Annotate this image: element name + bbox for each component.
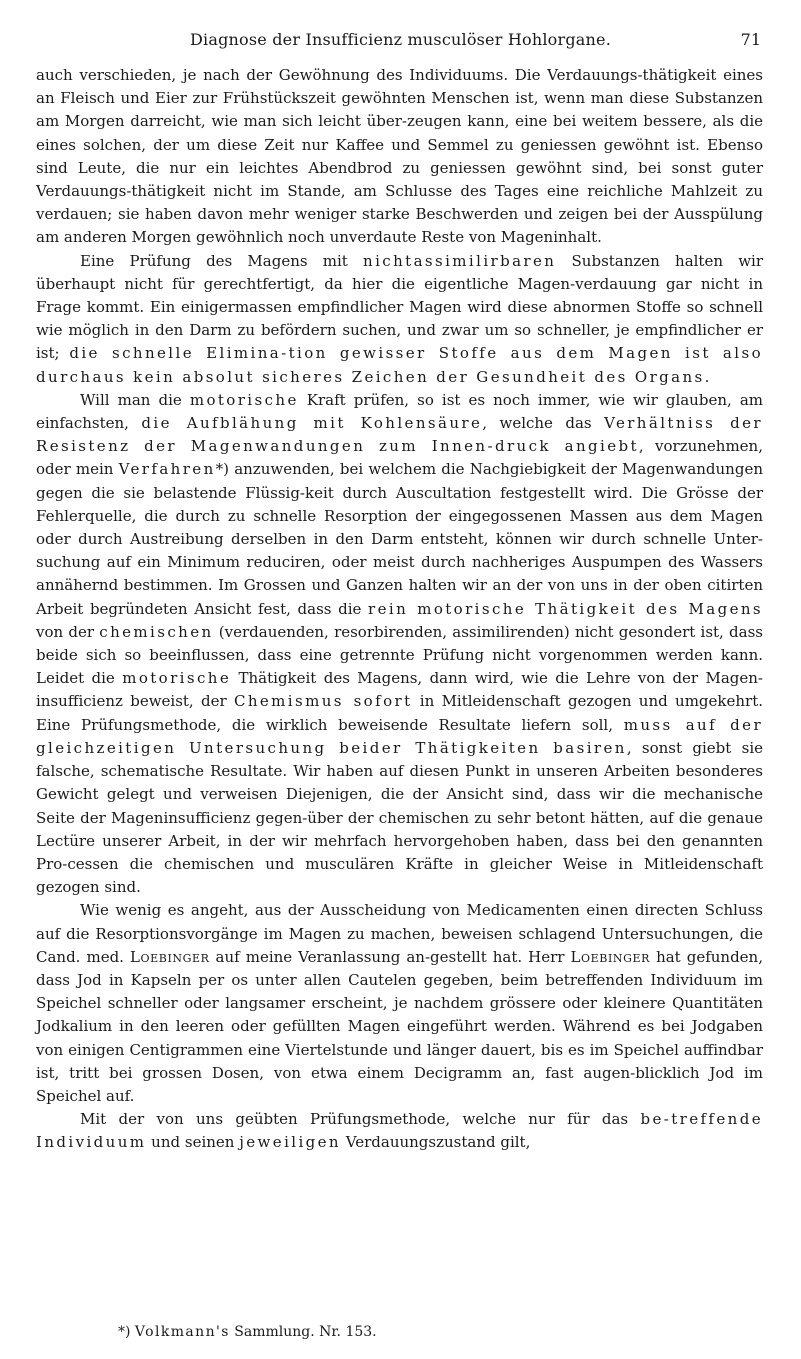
text-run: Eine Prüfung des Magens mit: [80, 251, 364, 270]
paragraph: [36, 250, 763, 389]
text-run: Wie wenig es angeht, aus der Ausscheidung von Medicamenten einen directen Schluss auf die Resorptionsvorgänge im Magen zu machen, beweisen schlagend Untersuchungen, die Cand. med.: [36, 901, 763, 966]
paragraph: [36, 64, 763, 250]
running-title: Diagnose der Insufficienz musculöser Hohlorgane.: [190, 30, 611, 49]
name-small-caps: Loebinger: [129, 947, 210, 966]
emphasized-text: nichtassimilirbaren: [363, 251, 557, 270]
body-text: [36, 64, 763, 1155]
text-run: Substanzen halten wir überhaupt nicht für gerechtfertigt, da hier die eigentliche Magen-verdauung gar nicht in Frage kommt. Ein einigermassen empfindlicher Magen wird diese abnormen Stoffe so schnell wie möglich in den Darm zu befördern suchen, und zwar um so schneller, je empfindlicher er ist;: [36, 251, 764, 363]
emphasized-text: die schnelle Elimina-tion gewisser Stoffe aus dem Magen ist also durchaus kein absolut sicheres Zeichen der Gesundheit des Organs.: [36, 344, 763, 386]
text-run: (verdauenden, resorbirenden, assimilirenden) nicht gesondert ist, dass beide sich so beeinflussen, dass eine getrennte Prüfung nicht vorgenommen werden kann. Leidet die: [36, 622, 763, 688]
text-run: , sonst giebt sie falsche, schematische Resultate. Wir haben auf diesen Punkt in unseren Arbeiten besonderes Gewicht gelegt und verweisen Diejenigen, die der Ansicht sind, dass wir die mechanische Seite der Mageninsufficienz gegen-über der chemischen zu sehr betont hätten, auf die genaue Lectüre unserer Arbeit, in der wir mehrfach hervorgehoben haben, dass bei den genannten Pro-cessen die chemischen und musculären Kräfte in gleicher Weise in Mitleidenschaft gezogen sind.: [36, 738, 763, 897]
paragraph: [36, 1108, 763, 1154]
page-number: 71: [740, 30, 761, 49]
emphasized-text: Verfahren: [118, 460, 216, 479]
text-run: Kraft prüfen, so ist es noch immer, wie wir glauben, am einfachsten,: [36, 390, 763, 433]
emphasized-text: be-treffende Individuum: [36, 1110, 763, 1152]
emphasized-text: motorische: [122, 669, 232, 688]
emphasized-text: motorische: [189, 390, 299, 409]
emphasized-text: Verhältniss der Resistenz der Magenwandungen zum Innen-druck angiebt: [36, 414, 763, 456]
footnote-marker: *): [118, 1324, 131, 1340]
text-run: auch verschieden, je nach der Gewöhnung des Individuums. Die Verdauungs-thätigkeit eines an Fleisch und Eier zur Frühstückszeit gewöhnten Menschen ist, wenn man diese Substanzen am Morgen darreicht, wie man sich leicht über-zeugen kann, eine bei weitem bessere, als die eines solchen, der um diese Zeit nur Kaffee und Semmel zu geniessen gewöhnt ist. Ebenso sind Leute, die nur ein leichtes Abendbrod zu geniessen gewöhnt sind, bei sonst guter Verdauungs-thätigkeit nicht im Stande, am Schlusse des Tages eine reichliche Mahlzeit zu verdauen; sie haben davon mehr weniger starke Beschwerden und zeigen bei der Ausspülung am anderen Morgen gewöhnlich noch unverdaute Reste von Mageninhalt.: [36, 66, 763, 247]
text-run: Will man die: [80, 390, 190, 409]
emphasized-text: jeweiligen: [239, 1133, 341, 1152]
text-run: in Mitleidenschaft gezogen und umgekehrt. Eine Prüfungsmethode, die wirklich beweisende Resultate liefern soll,: [36, 692, 763, 734]
text-run: , vorzunehmen, oder mein: [36, 437, 763, 479]
paragraph: [36, 389, 763, 899]
emphasized-text: rein motorische Thätigkeit des Magens: [368, 599, 764, 618]
emphasized-text: die Aufblähung mit Kohlensäure: [141, 414, 483, 433]
text-run: und seinen: [146, 1133, 240, 1152]
text-run: Verdauungszustand gilt,: [341, 1133, 531, 1152]
text-run: auf meine Veranlassung an-gestellt hat. Herr: [209, 947, 571, 966]
emphasized-text: muss auf der gleichzeitigen Untersuchung beider Thätigkeiten basiren: [36, 715, 764, 757]
paragraph: [36, 899, 763, 1108]
text-run: Mit der von uns geübten Prüfungsmethode, welche nur für das: [80, 1110, 641, 1129]
text-run: , welche das: [482, 414, 605, 433]
name-small-caps: Loebinger: [570, 947, 651, 966]
footnote-text: Sammlung. Nr. 153.: [234, 1324, 377, 1340]
text-run: hat gefunden, dass Jod in Kapseln per os unter allen Cautelen gegeben, beim betreffenden Individuum im Speichel schneller oder langsamer erscheint, je nachdem grössere oder kleinere Quantitäten Jodkalium in den leeren oder gefüllten Magen eingeführt werden. Während es bei Jodgaben von einigen Centigrammen eine Viertelstunde und länger dauert, bis es im Speichel auffindbar ist, tritt bei grossen Dosen, von etwa einem Decigramm an, fast augen-blicklich Jod im Speichel auf.: [36, 947, 763, 1105]
running-header: [190, 30, 761, 52]
footnote-author: Volkmann's: [134, 1324, 230, 1340]
emphasized-text: Chemismus sofort: [233, 692, 413, 711]
footnote: [118, 1324, 377, 1340]
text-run: *) anzuwenden, bei welchem die Nachgiebigkeit der Magenwandungen gegen die sie belastende Flüssig-keit durch Auscultation festgestellt wird. Die Grösse der Fehlerquelle, die durch zu schnelle Resorption der eingegossenen Massen aus dem Magen oder durch Austreibung derselben in den Darm entsteht, können wir durch schnelle Unter-suchung auf ein Minimum reduciren, oder meist durch nachheriges Auspumpen des Wassers annähernd bestimmen. Im Grossen und Ganzen halten wir an der von uns in der oben citirten Arbeit begründeten Ansicht fest, dass die: [36, 460, 763, 618]
text-run: Thätigkeit des Magens, dann wird, wie die Lehre von der Magen-insufficienz beweist, der: [36, 669, 763, 711]
text-run: von der: [36, 622, 100, 641]
emphasized-text: chemischen: [99, 622, 214, 641]
